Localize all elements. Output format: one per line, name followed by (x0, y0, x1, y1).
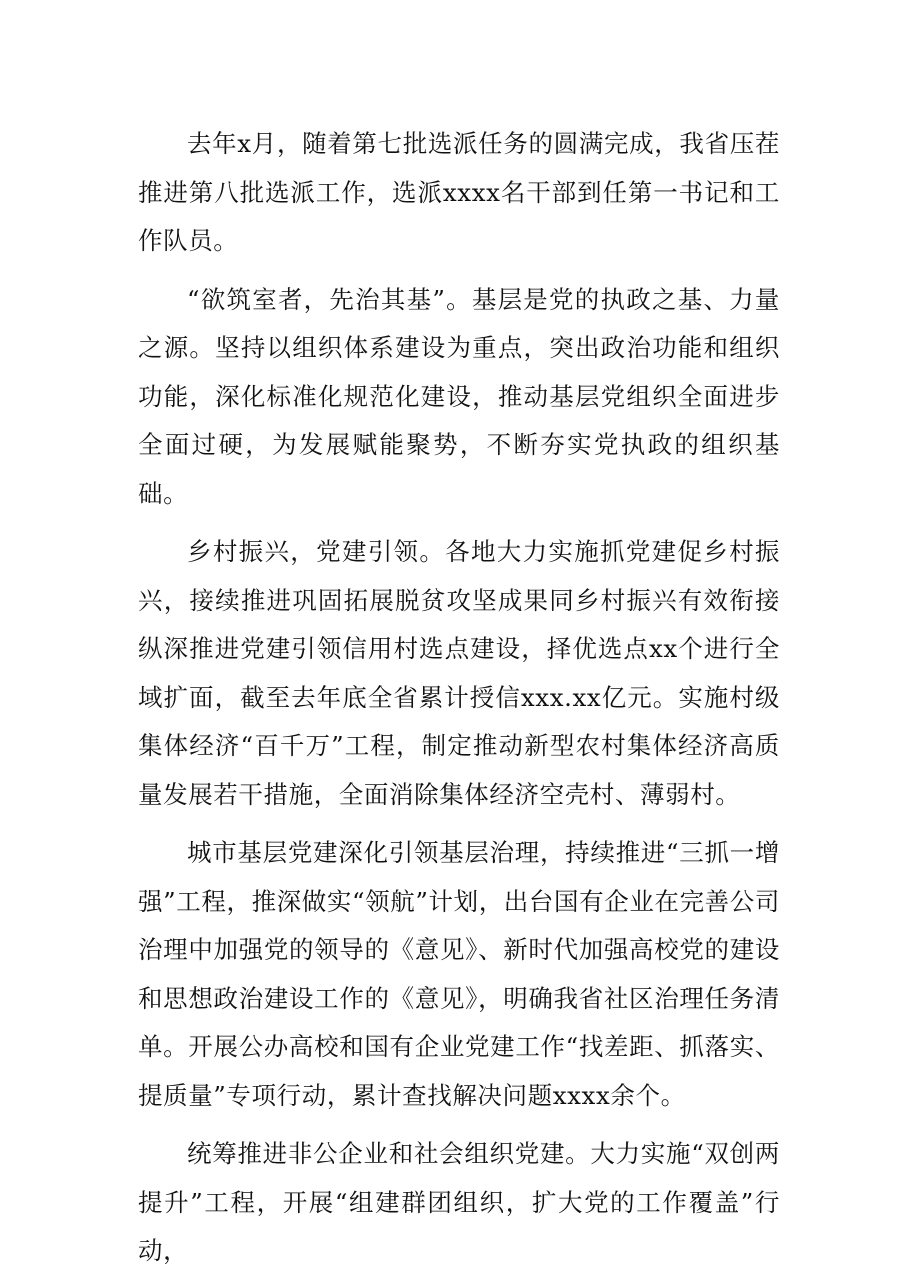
paragraph-4: 城市基层党建深化引领基层治理，持续推进“三抓一增强”工程，推深做实“领航”计划，出台国有企业在完善公司治理中加强党的领导的《意见》、新时代加强高校党的建设和思想政治建设工作的《意见》，明确我省社区治理任务清单。开展公办高校和国有企业党建工作“找差距、抓落实、提质量”专项行动，累计查找解决问题xxxx余个。 (138, 838, 780, 1110)
paragraph-2: “欲筑室者，先治其基”。基层是党的执政之基、力量之源。坚持以组织体系建设为重点，突出政治功能和组织功能，深化标准化规范化建设，推动基层党组织全面进步全面过硬，为发展赋能聚势，不断夯实党执政的组织基础。 (138, 284, 780, 508)
paragraph-5: 统筹推进非公企业和社会组织党建。大力实施“双创两提升”工程，开展“组建群团组织，扩大党的工作覆盖”行动， (138, 1139, 780, 1265)
paragraph-3: 乡村振兴，党建引领。各地大力实施抓党建促乡村振兴，接续推进巩固拓展脱贫攻坚成果同乡村振兴有效衔接纵深推进党建引领信用村选点建设，择优选点xx个进行全域扩面，截至去年底全省累计授信xxx.xx亿元。实施村级集体经济“百千万”工程，制定推动新型农村集体经济高质量发展若干措施，全面消除集体经济空壳村、薄弱村。 (138, 537, 780, 809)
document-body (138, 120, 780, 1286)
paragraph-1: 去年x月，随着第七批选派任务的圆满完成，我省压茬推进第八批选派工作，选派xxxx名干部到任第一书记和工作队员。 (138, 129, 780, 255)
